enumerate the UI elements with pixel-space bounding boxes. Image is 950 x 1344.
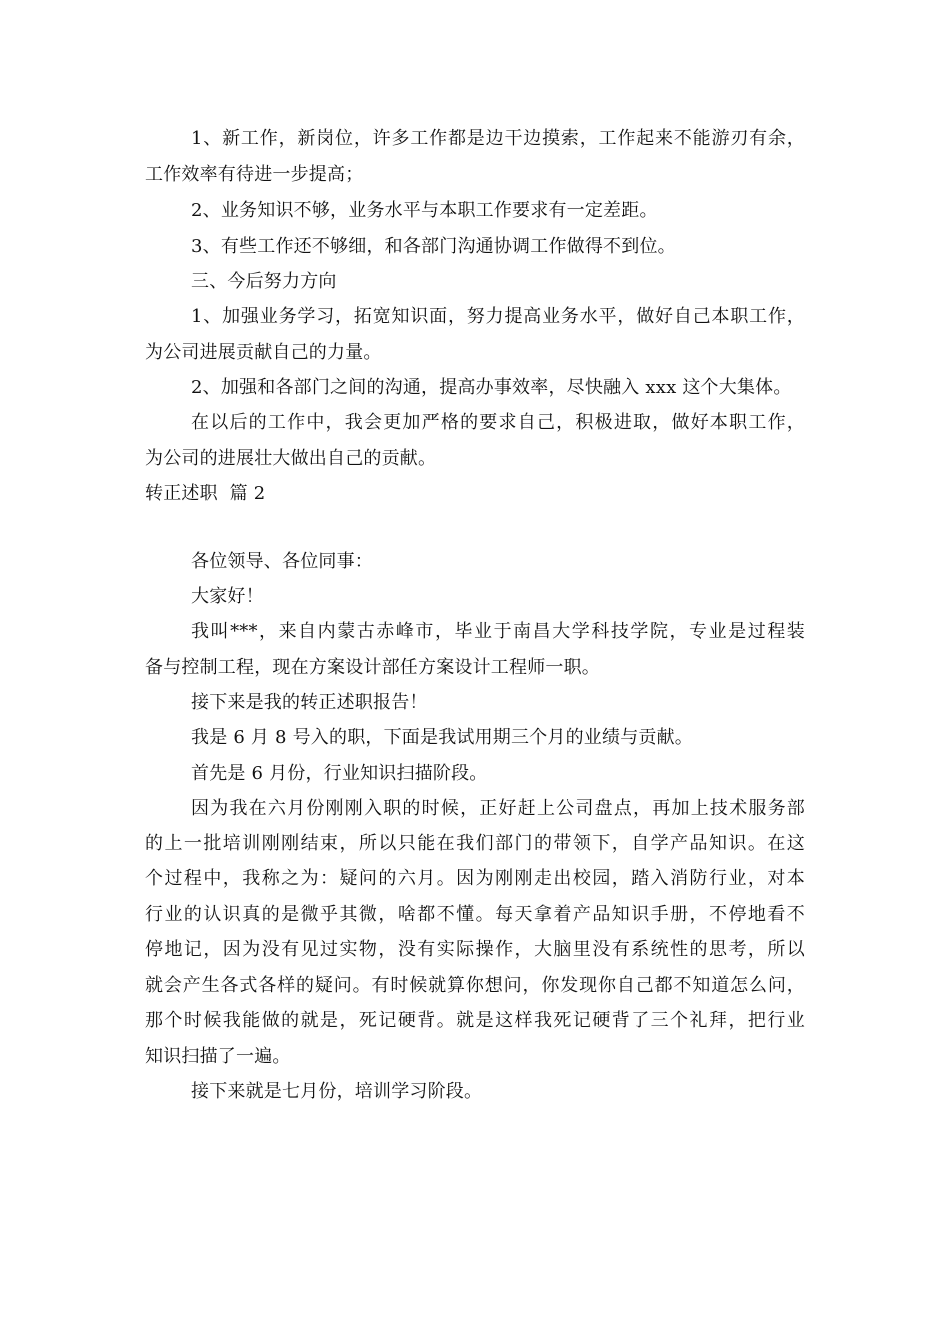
paragraph-line: 为公司进展贡献自己的力量。 (145, 342, 382, 363)
paragraph-line: 的上一批培训刚刚结束，所以只能在我们部门的带领下，自学产品知识。在这 (145, 833, 805, 854)
paragraph-line: 3、有些工作还不够细，和各部门沟通协调工作做得不到位。 (191, 236, 676, 257)
section-title: 转正述职 篇 2 (145, 483, 266, 504)
paragraph-line: 为公司的进展壮大做出自己的贡献。 (145, 448, 437, 469)
paragraph-line: 那个时候我能做的就是，死记硬背。就是这样我死记硬背了三个礼拜，把行业 (145, 1010, 805, 1031)
paragraph-line: 在以后的工作中，我会更加严格的要求自己，积极进取，做好本职工作， (191, 412, 805, 433)
paragraph-line: 停地记，因为没有见过实物，没有实际操作，大脑里没有系统性的思考，所以 (145, 939, 805, 960)
section-heading: 三、今后努力方向 (191, 271, 337, 292)
paragraph-line: 我叫***，来自内蒙古赤峰市，毕业于南昌大学科技学院，专业是过程装 (191, 621, 805, 642)
paragraph-line: 接下来是我的转正述职报告！ (191, 692, 428, 713)
paragraph-line: 1、加强业务学习，拓宽知识面，努力提高业务水平，做好自己本职工作， (191, 306, 805, 327)
paragraph-line: 就会产生各式各样的疑问。有时候就算你想问，你发现你自己都不知道怎么问， (145, 975, 805, 996)
paragraph-line: 个过程中，我称之为：疑问的六月。因为刚刚走出校园，踏入消防行业，对本 (145, 868, 805, 889)
paragraph-line: 知识扫描了一遍。 (145, 1046, 291, 1067)
salutation: 各位领导、各位同事： (191, 551, 373, 572)
paragraph-line: 行业的认识真的是微乎其微，啥都不懂。每天拿着产品知识手册，不停地看不 (145, 904, 805, 925)
paragraph-line: 2、加强和各部门之间的沟通，提高办事效率，尽快融入 xxx 这个大集体。 (191, 377, 792, 398)
greeting: 大家好！ (191, 586, 264, 607)
paragraph-line: 因为我在六月份刚刚入职的时候，正好赶上公司盘点，再加上技术服务部 (191, 798, 805, 819)
paragraph-line: 工作效率有待进一步提高； (145, 164, 364, 185)
paragraph-line: 2、业务知识不够，业务水平与本职工作要求有一定差距。 (191, 200, 658, 221)
paragraph-line: 我是 6 月 8 号入的职，下面是我试用期三个月的业绩与贡献。 (191, 727, 693, 748)
paragraph-line: 备与控制工程，现在方案设计部任方案设计工程师一职。 (145, 657, 600, 678)
paragraph-line: 接下来就是七月份，培训学习阶段。 (191, 1081, 483, 1102)
paragraph-line: 首先是 6 月份，行业知识扫描阶段。 (191, 763, 488, 784)
paragraph-line: 1、新工作，新岗位，许多工作都是边干边摸索，工作起来不能游刃有余， (191, 128, 805, 149)
